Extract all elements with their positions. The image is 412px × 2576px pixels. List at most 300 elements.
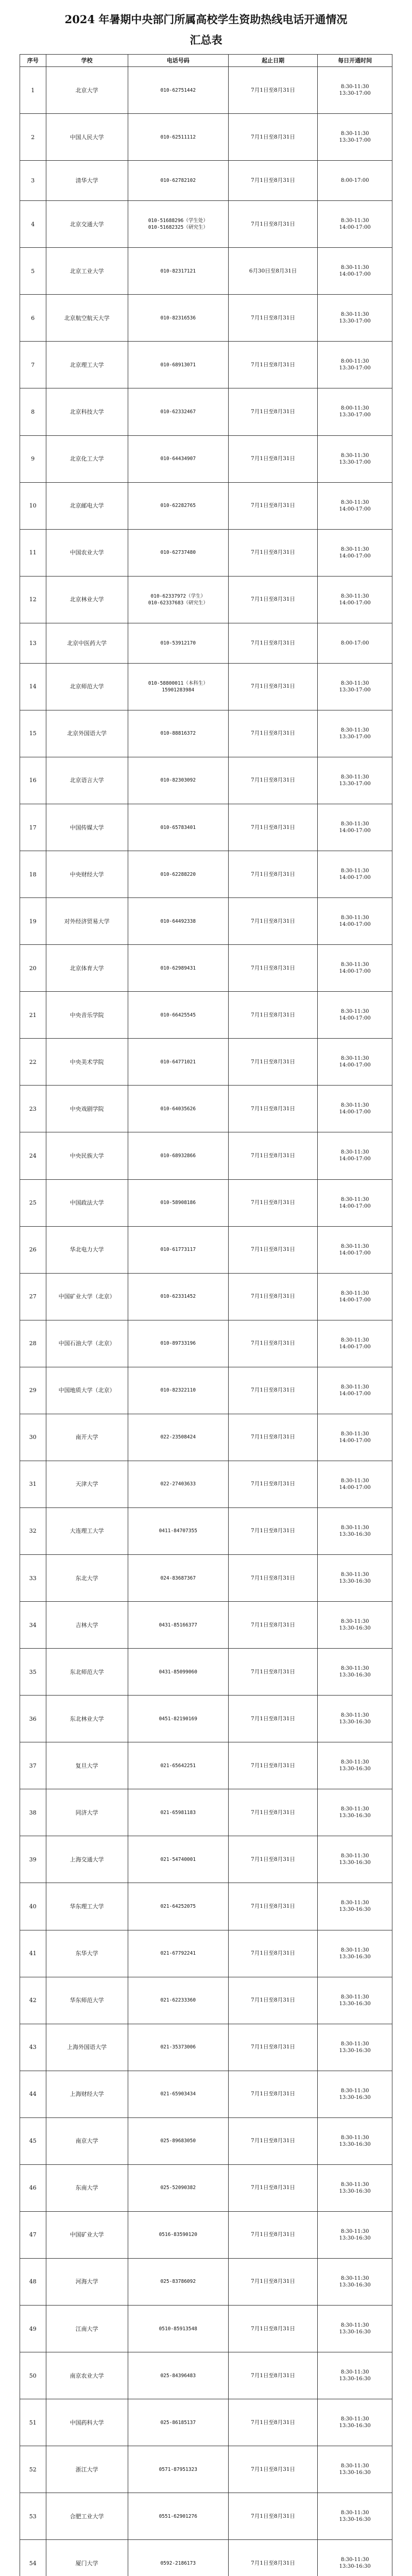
cell-dates: 7月1日至8月31日 [228,114,318,161]
table-row [20,1132,392,1179]
cell-phone: 010-62331452 [128,1273,228,1320]
cell-dates: 7月1日至8月31日 [228,2540,318,2576]
cell-school: 北京理工大学 [46,342,128,388]
cell-phone: 0551-62901276 [128,2493,228,2540]
table-row [20,1789,392,1836]
cell-phone: 010-62282765 [128,482,228,529]
cell-seq: 36 [20,1696,46,1742]
cell-school: 北京化工大学 [46,435,128,482]
cell-dates: 7月1日至8月31日 [228,851,318,898]
cell-seq: 46 [20,2164,46,2211]
cell-hours: 8:30-11:30 14:00-17:00 [318,1039,392,1086]
cell-phone: 021-67792241 [128,1930,228,1977]
cell-school: 北京体育大学 [46,945,128,992]
table-row [20,1649,392,1696]
table-row [20,2164,392,2211]
cell-school: 北京大学 [46,67,128,114]
cell-seq: 28 [20,1320,46,1367]
cell-phone: 010-64035626 [128,1086,228,1132]
cell-hours: 8:30-11:30 14:00-17:00 [318,1132,392,1179]
cell-phone: 010-65783401 [128,804,228,851]
cell-seq: 33 [20,1555,46,1602]
cell-dates: 7月1日至8月31日 [228,482,318,529]
cell-seq: 41 [20,1930,46,1977]
cell-school: 南京农业大学 [46,2352,128,2399]
cell-hours: 8:30-11:30 13:30-17:00 [318,114,392,161]
cell-school: 中国石油大学（北京） [46,1320,128,1367]
table-row [20,1836,392,1883]
cell-school: 中国农业大学 [46,529,128,576]
cell-seq: 10 [20,482,46,529]
cell-phone: 010-64434907 [128,435,228,482]
cell-school: 中国传媒大学 [46,804,128,851]
cell-phone: 025-52090382 [128,2164,228,2211]
table-row [20,2117,392,2164]
cell-dates: 7月1日至8月31日 [228,2117,318,2164]
cell-dates: 7月1日至8月31日 [228,295,318,342]
cell-dates: 7月1日至8月31日 [228,1836,318,1883]
table-row [20,2399,392,2446]
cell-seq: 13 [20,623,46,663]
cell-dates: 7月1日至8月31日 [228,161,318,201]
cell-seq: 20 [20,945,46,992]
cell-dates: 7月1日至8月31日 [228,1179,318,1226]
cell-phone: 0451-82190169 [128,1696,228,1742]
cell-school: 东北林业大学 [46,1696,128,1742]
cell-dates: 7月1日至8月31日 [228,1930,318,1977]
hotline-table [20,54,392,2576]
cell-dates: 7月1日至8月31日 [228,1696,318,1742]
cell-dates: 7月1日至8月31日 [228,529,318,576]
cell-dates: 7月1日至8月31日 [228,342,318,388]
table-row [20,898,392,945]
cell-dates: 7月1日至8月31日 [228,2024,318,2071]
cell-dates: 7月1日至8月31日 [228,1132,318,1179]
cell-dates: 7月1日至8月31日 [228,2399,318,2446]
cell-seq: 54 [20,2540,46,2576]
cell-hours: 8:00-17:00 [318,623,392,663]
cell-phone: 010-62782102 [128,161,228,201]
cell-hours: 8:30-11:30 13:30-17:00 [318,663,392,710]
cell-dates: 7月1日至8月31日 [228,663,318,710]
cell-school: 华北电力大学 [46,1226,128,1273]
table-row [20,1461,392,1507]
cell-seq: 48 [20,2258,46,2305]
cell-seq: 27 [20,1273,46,1320]
cell-dates: 7月1日至8月31日 [228,2071,318,2117]
cell-school: 中央戏剧学院 [46,1086,128,1132]
cell-phone: 010-62288220 [128,851,228,898]
cell-school: 南京大学 [46,2117,128,2164]
cell-school: 华东师范大学 [46,1977,128,2024]
cell-hours: 8:30-11:30 13:30-16:30 [318,2540,392,2576]
cell-phone: 010-82316536 [128,295,228,342]
header-school: 学校 [46,55,128,67]
table-row [20,342,392,388]
table-row [20,1367,392,1414]
cell-dates: 7月1日至8月31日 [228,710,318,757]
cell-seq: 9 [20,435,46,482]
cell-school: 中国地质大学（北京） [46,1367,128,1414]
cell-hours: 8:30-11:30 14:00-17:00 [318,851,392,898]
cell-dates: 7月1日至8月31日 [228,1742,318,1789]
cell-seq: 16 [20,757,46,804]
table-row [20,1555,392,1602]
header-phone: 电话号码 [128,55,228,67]
cell-hours: 8:30-11:30 14:00-17:00 [318,529,392,576]
cell-hours: 8:30-11:30 14:00-17:00 [318,945,392,992]
cell-dates: 7月1日至8月31日 [228,757,318,804]
cell-phone: 010-61773117 [128,1226,228,1273]
cell-school: 吉林大学 [46,1602,128,1649]
cell-phone: 010-64492338 [128,898,228,945]
cell-dates: 7月1日至8月31日 [228,804,318,851]
cell-seq: 38 [20,1789,46,1836]
table-row [20,2352,392,2399]
table-row [20,295,392,342]
cell-phone: 010-58800011（本科生） 15901283984 [128,663,228,710]
cell-seq: 26 [20,1226,46,1273]
cell-seq: 45 [20,2117,46,2164]
cell-seq: 11 [20,529,46,576]
table-row [20,1226,392,1273]
cell-dates: 7月1日至8月31日 [228,2211,318,2258]
cell-hours: 8:30-11:30 13:30-16:30 [318,1930,392,1977]
cell-hours: 8:30-11:30 14:00-17:00 [318,804,392,851]
cell-seq: 12 [20,576,46,623]
cell-seq: 50 [20,2352,46,2399]
cell-hours: 8:30-11:30 13:30-16:30 [318,1789,392,1836]
cell-seq: 21 [20,992,46,1039]
cell-dates: 7月1日至8月31日 [228,201,318,248]
cell-hours: 8:30-11:30 13:30-16:30 [318,2399,392,2446]
cell-seq: 42 [20,1977,46,2024]
cell-phone: 0510-85913548 [128,2306,228,2352]
table-row [20,2306,392,2352]
cell-phone: 010-82303092 [128,757,228,804]
table-row [20,1320,392,1367]
cell-dates: 7月1日至8月31日 [228,1789,318,1836]
cell-phone: 021-65642251 [128,1742,228,1789]
table-row [20,1696,392,1742]
cell-seq: 40 [20,1883,46,1930]
cell-school: 北京邮电大学 [46,482,128,529]
cell-hours: 8:30-11:30 13:30-16:30 [318,2164,392,2211]
cell-seq: 52 [20,2446,46,2493]
cell-hours: 8:30-11:30 13:30-17:00 [318,710,392,757]
cell-hours: 8:30-11:30 13:30-17:00 [318,757,392,804]
cell-seq: 32 [20,1507,46,1554]
cell-seq: 30 [20,1414,46,1461]
cell-dates: 7月1日至8月31日 [228,2164,318,2211]
cell-phone: 010-62989431 [128,945,228,992]
cell-school: 北京科技大学 [46,388,128,435]
cell-school: 北京林业大学 [46,576,128,623]
cell-dates: 7月1日至8月31日 [228,1883,318,1930]
cell-seq: 8 [20,388,46,435]
header-dates: 起止日期 [228,55,318,67]
cell-phone: 021-64252075 [128,1883,228,1930]
cell-school: 北京工业大学 [46,248,128,295]
table-row [20,1414,392,1461]
cell-phone: 0411-84707355 [128,1507,228,1554]
cell-dates: 7月1日至8月31日 [228,388,318,435]
table-row [20,529,392,576]
cell-dates: 7月1日至8月31日 [228,1461,318,1507]
cell-hours: 8:30-11:30 14:00-17:00 [318,1367,392,1414]
cell-hours: 8:30-11:30 14:00-17:00 [318,201,392,248]
cell-hours: 8:30-11:30 14:00-17:00 [318,1226,392,1273]
header-seq: 序号 [20,55,46,67]
cell-school: 中国药科大学 [46,2399,128,2446]
table-row [20,1086,392,1132]
cell-dates: 7月1日至8月31日 [228,1273,318,1320]
cell-phone: 021-62233360 [128,1977,228,2024]
cell-phone: 021-54740001 [128,1836,228,1883]
table-row [20,2446,392,2493]
cell-school: 复旦大学 [46,1742,128,1789]
cell-seq: 29 [20,1367,46,1414]
cell-seq: 44 [20,2071,46,2117]
cell-phone: 025-86185137 [128,2399,228,2446]
cell-school: 北京航空航天大学 [46,295,128,342]
cell-hours: 8:30-11:30 14:00-17:00 [318,1086,392,1132]
cell-hours: 8:30-11:30 14:00-17:00 [318,898,392,945]
table-row [20,2211,392,2258]
cell-phone: 021-65981183 [128,1789,228,1836]
cell-school: 河海大学 [46,2258,128,2305]
cell-hours: 8:30-11:30 13:30-16:30 [318,1977,392,2024]
cell-hours: 8:30-11:30 13:30-16:30 [318,2071,392,2117]
cell-seq: 22 [20,1039,46,1086]
cell-phone: 010-51688296（学生处） 010-51682325（研究生） [128,201,228,248]
table-row [20,663,392,710]
cell-hours: 8:00-17:00 [318,161,392,201]
cell-school: 中国人民大学 [46,114,128,161]
cell-dates: 7月1日至8月31日 [228,1226,318,1273]
table-row [20,623,392,663]
cell-school: 中央民族大学 [46,1132,128,1179]
cell-seq: 47 [20,2211,46,2258]
cell-school: 大连理工大学 [46,1507,128,1554]
cell-seq: 4 [20,201,46,248]
cell-phone: 0516-83590120 [128,2211,228,2258]
cell-phone: 025-89683050 [128,2117,228,2164]
cell-school: 上海外国语大学 [46,2024,128,2071]
cell-phone: 010-62751442 [128,67,228,114]
cell-dates: 7月1日至8月31日 [228,1367,318,1414]
cell-hours: 8:30-11:30 13:30-16:30 [318,2258,392,2305]
table-row [20,2540,392,2576]
cell-school: 上海交通大学 [46,1836,128,1883]
table-row [20,1179,392,1226]
cell-seq: 15 [20,710,46,757]
cell-dates: 7月1日至8月31日 [228,1555,318,1602]
cell-phone: 010-82317121 [128,248,228,295]
cell-phone: 010-88816372 [128,710,228,757]
cell-dates: 7月1日至8月31日 [228,2493,318,2540]
cell-phone: 022-27403633 [128,1461,228,1507]
table-row [20,2024,392,2071]
cell-school: 浙江大学 [46,2446,128,2493]
cell-phone: 010-68913071 [128,342,228,388]
table-row [20,1977,392,2024]
cell-seq: 5 [20,248,46,295]
cell-hours: 8:30-11:30 13:30-17:00 [318,435,392,482]
cell-school: 东华大学 [46,1930,128,1977]
cell-school: 华东理工大学 [46,1883,128,1930]
table-row [20,1273,392,1320]
table-row [20,201,392,248]
cell-seq: 37 [20,1742,46,1789]
cell-hours: 8:30-11:30 14:00-17:00 [318,1273,392,1320]
cell-seq: 2 [20,114,46,161]
table-row [20,161,392,201]
header-hours: 每日开通时间 [318,55,392,67]
cell-seq: 35 [20,1649,46,1696]
cell-phone: 010-62511112 [128,114,228,161]
table-body [20,67,392,2576]
cell-seq: 53 [20,2493,46,2540]
cell-dates: 7月1日至8月31日 [228,1977,318,2024]
cell-phone: 021-35373006 [128,2024,228,2071]
cell-phone: 010-62737480 [128,529,228,576]
cell-phone: 010-82322110 [128,1367,228,1414]
cell-school: 上海财经大学 [46,2071,128,2117]
cell-hours: 8:30-11:30 13:30-16:30 [318,1602,392,1649]
table-row [20,804,392,851]
cell-hours: 8:00-11:30 13:30-17:00 [318,388,392,435]
cell-phone: 010-62332467 [128,388,228,435]
table-header-row [20,55,392,67]
cell-dates: 7月1日至8月31日 [228,576,318,623]
table-row [20,992,392,1039]
cell-hours: 8:30-11:30 13:30-16:30 [318,1836,392,1883]
table-row [20,710,392,757]
cell-hours: 8:30-11:30 13:30-16:30 [318,1555,392,1602]
cell-hours: 8:30-11:30 13:30-16:30 [318,1507,392,1554]
cell-hours: 8:30-11:30 13:30-16:30 [318,2352,392,2399]
cell-dates: 7月1日至8月31日 [228,992,318,1039]
cell-dates: 7月1日至8月31日 [228,2306,318,2352]
cell-phone: 0431-85099060 [128,1649,228,1696]
cell-school: 东北大学 [46,1555,128,1602]
cell-hours: 8:30-11:30 13:30-16:30 [318,2306,392,2352]
cell-hours: 8:30-11:30 13:30-16:30 [318,1883,392,1930]
cell-seq: 51 [20,2399,46,2446]
cell-dates: 7月1日至8月31日 [228,2258,318,2305]
cell-school: 中央财经大学 [46,851,128,898]
cell-dates: 7月1日至8月31日 [228,898,318,945]
cell-seq: 3 [20,161,46,201]
cell-seq: 6 [20,295,46,342]
cell-seq: 14 [20,663,46,710]
cell-phone: 0592-2186173 [128,2540,228,2576]
cell-hours: 8:30-11:30 13:30-16:30 [318,2211,392,2258]
cell-phone: 021-65903434 [128,2071,228,2117]
cell-phone: 022-23508424 [128,1414,228,1461]
cell-seq: 17 [20,804,46,851]
cell-school: 合肥工业大学 [46,2493,128,2540]
cell-dates: 7月1日至8月31日 [228,2352,318,2399]
cell-phone: 0571-87951323 [128,2446,228,2493]
cell-hours: 8:30-11:30 14:00-17:00 [318,248,392,295]
table-row [20,482,392,529]
cell-phone: 010-58908186 [128,1179,228,1226]
cell-dates: 7月1日至8月31日 [228,945,318,992]
cell-hours: 8:30-11:30 13:30-16:30 [318,1696,392,1742]
cell-dates: 7月1日至8月31日 [228,1320,318,1367]
table-row [20,248,392,295]
table-row [20,435,392,482]
table-row [20,1039,392,1086]
table-row [20,1507,392,1554]
cell-seq: 49 [20,2306,46,2352]
table-row [20,851,392,898]
cell-phone: 010-68932866 [128,1132,228,1179]
cell-phone: 024-83687367 [128,1555,228,1602]
cell-hours: 8:30-11:30 14:00-17:00 [318,992,392,1039]
cell-hours: 8:30-11:30 13:30-17:00 [318,295,392,342]
cell-seq: 1 [20,67,46,114]
cell-dates: 7月1日至8月31日 [228,1507,318,1554]
cell-school: 对外经济贸易大学 [46,898,128,945]
cell-hours: 8:30-11:30 14:00-17:00 [318,482,392,529]
table-row [20,2493,392,2540]
table-row [20,1883,392,1930]
cell-school: 北京交通大学 [46,201,128,248]
table-row [20,1602,392,1649]
cell-hours: 8:30-11:30 13:30-16:30 [318,2117,392,2164]
cell-hours: 8:30-11:30 13:30-16:30 [318,2493,392,2540]
cell-seq: 34 [20,1602,46,1649]
table-row [20,1930,392,1977]
cell-phone: 025-83786092 [128,2258,228,2305]
cell-hours: 8:30-11:30 14:00-17:00 [318,1461,392,1507]
page-title: 2024 年暑期中央部门所属高校学生资助热线电话开通情况 汇总表 [64,13,348,46]
cell-hours: 8:00-11:30 13:30-17:00 [318,342,392,388]
table-row [20,67,392,114]
cell-school: 天津大学 [46,1461,128,1507]
cell-school: 中国政法大学 [46,1179,128,1226]
cell-phone: 010-64771021 [128,1039,228,1086]
cell-school: 厦门大学 [46,2540,128,2576]
cell-dates: 7月1日至8月31日 [228,1039,318,1086]
cell-seq: 39 [20,1836,46,1883]
cell-phone: 010-53912170 [128,623,228,663]
cell-dates: 7月1日至8月31日 [228,67,318,114]
cell-hours: 8:30-11:30 13:30-16:30 [318,1649,392,1696]
cell-school: 江南大学 [46,2306,128,2352]
cell-seq: 19 [20,898,46,945]
cell-school: 东南大学 [46,2164,128,2211]
cell-hours: 8:30-11:30 13:30-16:30 [318,2446,392,2493]
table-row [20,757,392,804]
cell-school: 南开大学 [46,1414,128,1461]
cell-hours: 8:30-11:30 14:00-17:00 [318,1414,392,1461]
cell-seq: 18 [20,851,46,898]
cell-hours: 8:30-11:30 14:00-17:00 [318,1320,392,1367]
cell-dates: 7月1日至8月31日 [228,435,318,482]
cell-school: 北京师范大学 [46,663,128,710]
cell-school: 中国矿业大学 [46,2211,128,2258]
cell-phone: 025-84396483 [128,2352,228,2399]
table-row [20,388,392,435]
cell-hours: 8:30-11:30 13:30-16:30 [318,1742,392,1789]
cell-school: 东北师范大学 [46,1649,128,1696]
cell-dates: 7月1日至8月31日 [228,1602,318,1649]
cell-school: 清华大学 [46,161,128,201]
